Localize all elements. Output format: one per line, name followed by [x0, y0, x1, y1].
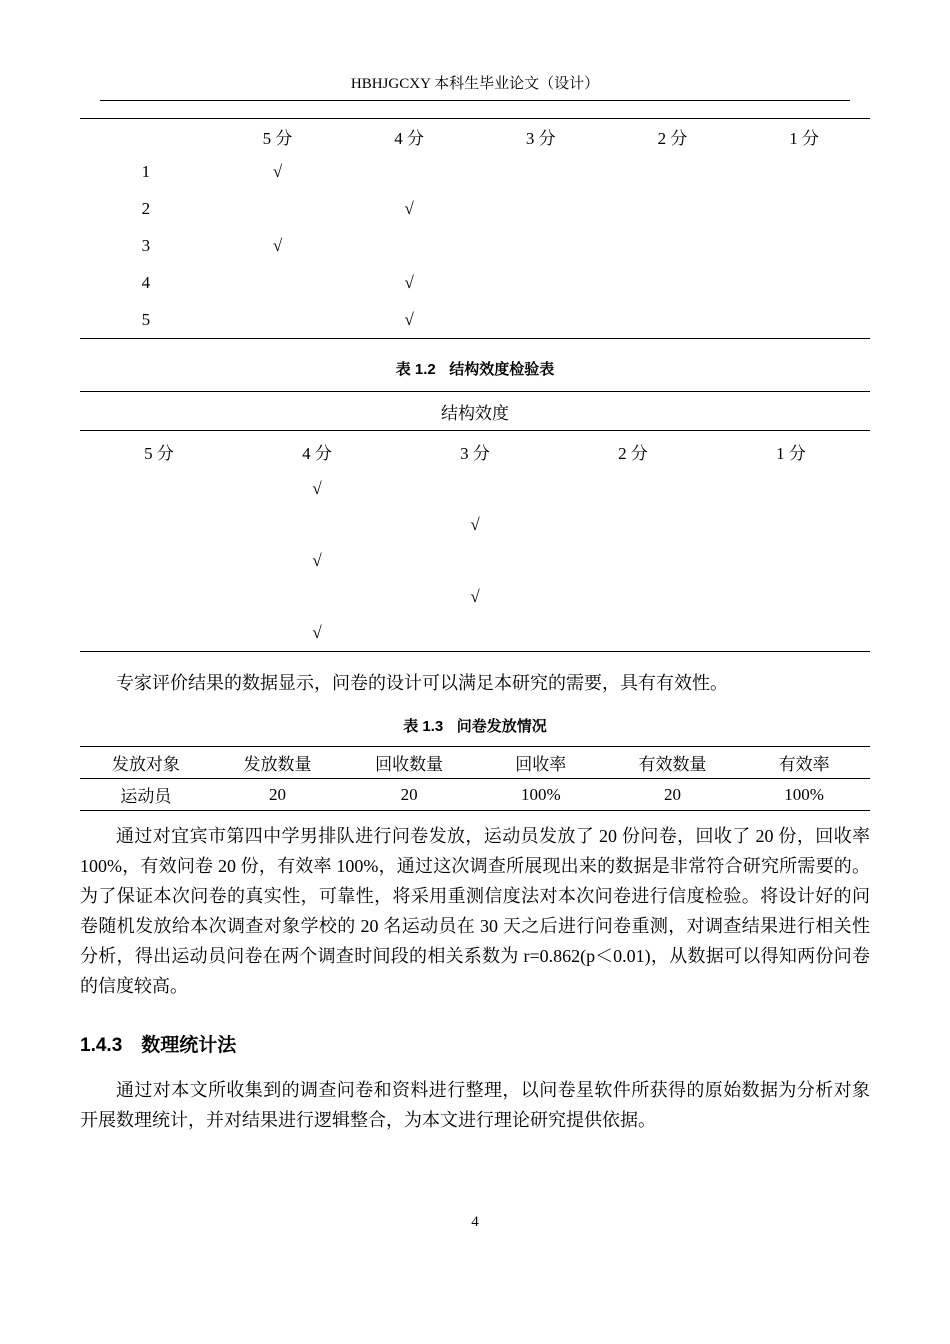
- mark-cell: √: [272, 161, 283, 181]
- mark-cell: √: [272, 235, 283, 255]
- table-row: [80, 301, 870, 339]
- row-number-cell: 1: [141, 161, 151, 181]
- header-cell-5: 5 分: [262, 128, 293, 148]
- mark-cell: [80, 471, 238, 507]
- mark-cell: [554, 471, 712, 507]
- table-header-row: [80, 119, 870, 154]
- table-caption-1-2: [80, 359, 870, 381]
- page-number: 4: [471, 1214, 479, 1230]
- table-row: [80, 779, 870, 811]
- section-title: 数理统计法: [141, 1035, 237, 1056]
- mark-cell: [212, 301, 344, 339]
- mark-cell: [80, 615, 238, 652]
- mark-cell: [238, 579, 396, 615]
- mark-cell: [343, 227, 475, 264]
- header-cell-return-rate: 回收率: [475, 747, 607, 779]
- header-cell-4: 4 分: [302, 443, 332, 463]
- header-cell-blank: [80, 119, 212, 154]
- mark-cell: [607, 301, 739, 339]
- mark-cell: √: [312, 551, 322, 570]
- mark-cell: [212, 264, 344, 301]
- mark-cell: [607, 227, 739, 264]
- table-row: [80, 543, 870, 579]
- row-number-cell: 2: [141, 198, 151, 218]
- mark-cell: [80, 507, 238, 543]
- mark-cell: [396, 471, 554, 507]
- table-row: [80, 507, 870, 543]
- header-cell-1: 1 分: [789, 128, 820, 148]
- header-cell-returned: 回收数量: [343, 747, 475, 779]
- mark-cell: √: [404, 198, 414, 218]
- group-header-cell: 结构效度: [80, 392, 870, 431]
- cell-returned: 20: [400, 784, 418, 804]
- section-number: 1.4.3: [80, 1035, 123, 1056]
- mark-cell: [554, 579, 712, 615]
- mark-cell: √: [312, 479, 322, 498]
- expert-rating-table: [80, 118, 870, 339]
- row-number-cell: 3: [141, 235, 151, 255]
- table-header-row: [80, 747, 870, 779]
- cell-valid-rate: 100%: [784, 784, 824, 804]
- mark-cell: [343, 153, 475, 190]
- mark-cell: [80, 543, 238, 579]
- mark-cell: [712, 507, 870, 543]
- mark-cell: [475, 153, 607, 190]
- caption-title: 结构效度检验表: [449, 361, 555, 378]
- header-cell-3: 3 分: [460, 443, 490, 463]
- mark-cell: [738, 190, 870, 227]
- header-cell-sent: 发放数量: [212, 747, 344, 779]
- table-row: [80, 227, 870, 264]
- table-row: [80, 615, 870, 652]
- table-row: [80, 264, 870, 301]
- mark-cell: [712, 471, 870, 507]
- mark-cell: [738, 264, 870, 301]
- header-cell-2: 2 分: [657, 128, 688, 148]
- cell-target: 运动员: [120, 787, 172, 806]
- mark-cell: [554, 615, 712, 652]
- header-cell-valid: 有效数量: [607, 747, 739, 779]
- mark-cell: [475, 227, 607, 264]
- row-number-cell: 4: [141, 272, 151, 292]
- statistics-paragraph: 通过对本文所收集到的调查问卷和资料进行整理，以问卷星软件所获得的原始数据为分析对象开展数理统计，并对结果进行逻辑整合，为本文进行理论研究提供依据。: [80, 1080, 870, 1130]
- page-header-text: HBHJGCXY 本科生毕业论文（设计）: [350, 76, 600, 92]
- caption-label: 表 1.2: [395, 361, 436, 378]
- mark-cell: [475, 264, 607, 301]
- survey-paragraph: 通过对宜宾市第四中学男排队进行问卷发放，运动员发放了 20 份问卷，回收了 20 份，回收率 100%，有效问卷 20 份，有效率 100%，通过这次调查所展现出来的数据是非常符合研究所需要的。为了保证本次问卷的真实性，可靠性，将采用重测信度法对本次问卷进行信度检验。将设计好的问卷随机发放给本次调查对象学校的 20 名运动员在 30 天之后进行问卷重测，对调查结果进行相关性分析，得出运动员问卷在两个调查时间段的相关系数为 r=0.862(p＜0.01)，从数据可以得知两份问卷的信度较高。: [80, 826, 870, 996]
- table-row: [80, 471, 870, 507]
- mark-cell: [738, 301, 870, 339]
- mark-cell: [475, 301, 607, 339]
- caption-title: 问卷发放情况: [456, 718, 547, 735]
- mark-cell: [238, 507, 396, 543]
- cell-return-rate: 100%: [520, 784, 561, 804]
- mark-cell: √: [312, 623, 322, 642]
- mark-cell: [212, 190, 344, 227]
- header-cell-4: 4 分: [394, 128, 425, 148]
- score-header-row: [80, 431, 870, 472]
- header-cell-target: 发放对象: [80, 747, 212, 779]
- mark-cell: [475, 190, 607, 227]
- page-content: [80, 118, 870, 1135]
- cell-sent: 20: [268, 784, 286, 804]
- mark-cell: √: [470, 587, 480, 606]
- mark-cell: [738, 227, 870, 264]
- caption-label: 表 1.3: [403, 718, 444, 735]
- table-row: [80, 153, 870, 190]
- mark-cell: [607, 264, 739, 301]
- header-cell-1: 1 分: [776, 443, 806, 463]
- mark-cell: √: [404, 272, 414, 292]
- section-heading-1-4-3: [80, 1033, 870, 1059]
- table-caption-1-3: [80, 716, 870, 738]
- mark-cell: [554, 543, 712, 579]
- page-header-rule: [100, 100, 850, 101]
- table-row: [80, 190, 870, 227]
- header-cell-3: 3 分: [525, 128, 556, 148]
- questionnaire-distribution-table: [80, 746, 870, 811]
- mark-cell: [396, 543, 554, 579]
- header-cell-2: 2 分: [618, 443, 648, 463]
- mark-cell: [396, 615, 554, 652]
- validity-paragraph: 专家评价结果的数据显示，问卷的设计可以满足本研究的需要，具有有效性。: [116, 673, 728, 693]
- mark-cell: [712, 579, 870, 615]
- mark-cell: [712, 543, 870, 579]
- mark-cell: [738, 153, 870, 190]
- mark-cell: √: [470, 515, 480, 534]
- mark-cell: [712, 615, 870, 652]
- mark-cell: [607, 190, 739, 227]
- table-row: [80, 579, 870, 615]
- mark-cell: √: [404, 309, 414, 329]
- header-cell-5: 5 分: [144, 443, 174, 463]
- group-header-row: [80, 392, 870, 431]
- cell-valid: 20: [663, 784, 681, 804]
- mark-cell: [607, 153, 739, 190]
- mark-cell: [80, 579, 238, 615]
- structural-validity-table: [80, 391, 870, 652]
- row-number-cell: 5: [141, 309, 151, 329]
- mark-cell: [554, 507, 712, 543]
- header-cell-valid-rate: 有效率: [738, 747, 870, 779]
